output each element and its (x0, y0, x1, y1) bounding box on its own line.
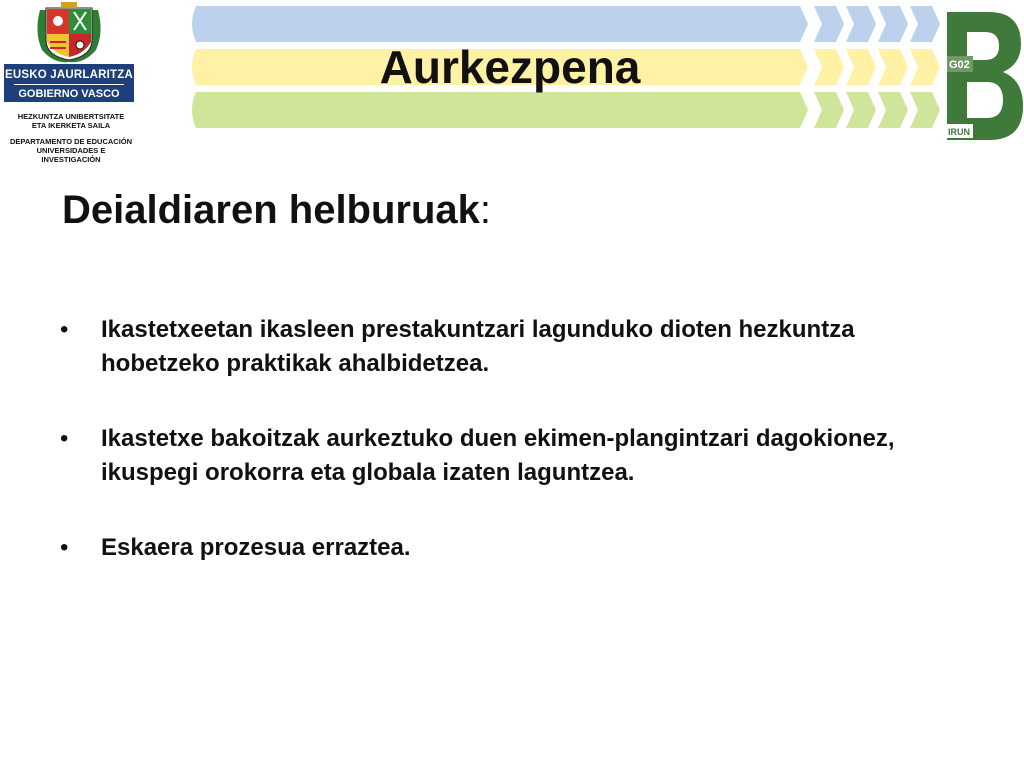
slide-title: Aurkezpena (379, 41, 641, 93)
yellow-chevrons (814, 49, 940, 85)
dept-line: HEZKUNTZA UNIBERTSITATE (17, 112, 125, 121)
bullet-icon: • (60, 425, 69, 452)
objectives-list (60, 313, 960, 606)
coat-of-arms-icon (34, 2, 104, 64)
brand-city: IRUN (948, 127, 970, 137)
brand-b-logo (945, 10, 1024, 142)
section-heading (62, 188, 491, 233)
list-item (60, 313, 960, 381)
bullet-icon: • (60, 534, 69, 561)
green-stripe (192, 92, 808, 128)
bullet-icon: • (60, 316, 69, 343)
list-item-text: Eskaera prozesua erraztea. (101, 534, 411, 561)
list-item (60, 531, 960, 565)
dept-line: UNIVERSIDADES E INVESTIGACIÓN (36, 146, 106, 164)
basque-government-logo (4, 2, 134, 164)
brand-code: G02 (949, 59, 970, 71)
department-name (6, 112, 136, 164)
heading-text: Deialdiaren helburuak (62, 188, 480, 232)
dept-line: DEPARTAMENTO DE EDUCACIÓN (9, 137, 133, 146)
gov-name-divider (14, 84, 124, 85)
list-item (60, 422, 960, 490)
gov-name-basque: EUSKO JAURLARITZA (5, 69, 133, 81)
blue-chevrons (814, 6, 940, 42)
list-item-text: Ikastetxeetan ikasleen prestakuntzari lagunduko dioten hezkuntza hobetzeko praktikak ahalbidetzea. (101, 316, 855, 377)
list-item-text: Ikastetxe bakoitzak aurkeztuko duen ekimen-plangintzari dagokionez, ikuspegi orokorra eta globala izaten laguntzea. (101, 425, 895, 486)
blue-stripe (192, 6, 808, 42)
green-chevrons (814, 92, 940, 128)
heading-colon: : (479, 188, 492, 232)
government-name-box (4, 64, 134, 102)
gov-name-spanish: GOBIERNO VASCO (18, 88, 120, 100)
dept-line: ETA IKERKETA SAILA (31, 121, 111, 130)
